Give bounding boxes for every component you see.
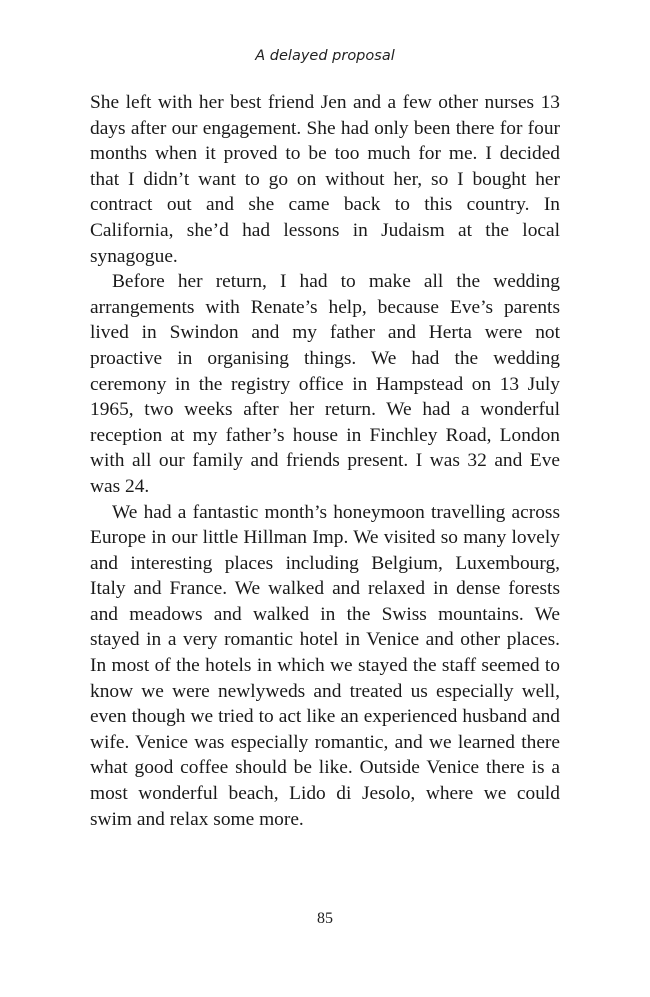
paragraph-2: Before her return, I had to make all the wedding arrangements with Renate’s help, because Eve’s parents lived in Swindon and my father and Herta were not proactive in organising things. We had the wedding ceremony in the registry office in Hampstead on 13 July 1965, two weeks after her return. We had a wonderful reception at my father’s house in Finchley Road, London with all our family and friends present. I was 32 and Eve was 24.: [90, 271, 560, 497]
paragraph-3: We had a fantastic month’s honeymoon travelling across Europe in our little Hillman Imp. We visited so many lovely and interesting places including Belgium, Luxembourg, Italy and France. We walked and relaxed in dense forests and meadows and walked in the Swiss mountains. We stayed in a very romantic hotel in Venice and other places. In most of the hotels in which we stayed the staff seemed to know we were newlyweds and treated us especially well, even though we tried to act like an experienced husband and wife. Venice was especially romantic, and we learned there what good coffee should be like. Outside Venice there is a most wonderful beach, Lido di Jesolo, where we could swim and relax some more.: [90, 501, 560, 830]
book-page: [90, 0, 560, 997]
running-head: A delayed proposal: [255, 48, 395, 64]
body-text: [90, 90, 560, 832]
paragraph-1: She left with her best friend Jen and a few other nurses 13 days after our engagement. She had only been there for four months when it proved to be too much for me. I decided that I didn’t want to go on without her, so I bought her contract out and she came back to this country. In California, she’d had lessons in Judaism at the local synagogue.: [90, 92, 560, 267]
page-number: 85: [317, 910, 333, 927]
